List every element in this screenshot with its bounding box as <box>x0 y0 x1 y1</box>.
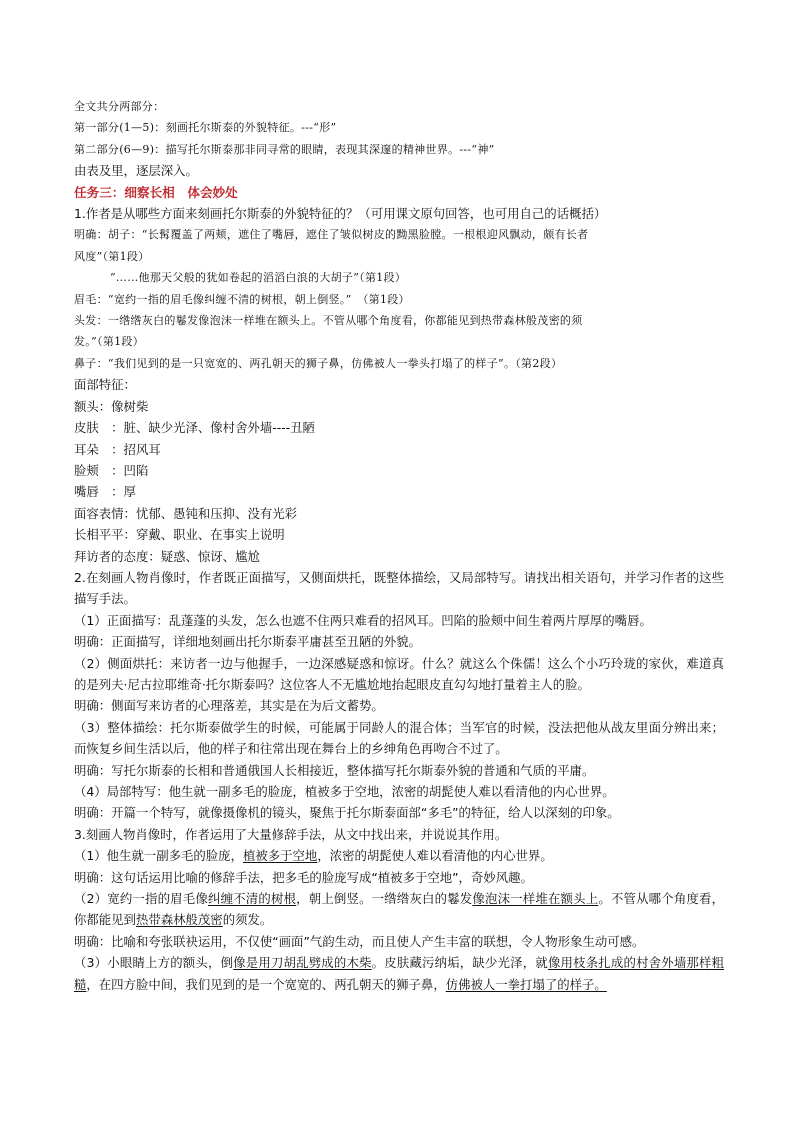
question-3: 3.刻画人物肖像时，作者运用了大量修辞手法，从文中找出来，并说说其作用。 <box>74 826 508 842</box>
answer-line: 明确：正面描写，详细地刻画出托尔斯泰平庸甚至丑陋的外貌。 <box>74 634 421 650</box>
text-line: 拜访者的态度：疑惑、惊讶、尴尬 <box>74 548 260 564</box>
answer-line: 明确：写托尔斯泰的长相和普通俄国人长相接近，整体描写托尔斯泰外貌的普通和气质的平庸。 <box>74 762 595 778</box>
text-span: 的须发。 <box>222 912 273 928</box>
text-line: 全文共分两部分： <box>74 100 165 113</box>
text-line: 第二部分(6—9)：描写托尔斯泰那非同寻常的眼睛，表现其深邃的精神世界。---“神” <box>74 142 495 156</box>
underlined-phrase: 植被多于空地 <box>242 848 318 864</box>
text-line: 皮肤 ：脏、缺少光泽、像村舍外墙----丑陋 <box>74 420 315 436</box>
underlined-phrase: 纠缠不清的树根 <box>208 891 297 907</box>
answer-line: 明确：侧面写来访者的心理落差，其实是在为后文蓄势。 <box>74 698 384 714</box>
text-span: ，朝上倒竖。一绺绺灰白的鬈发 <box>296 891 473 907</box>
answer-line: 明确：比喻和夸张联袂运用，不仅使“画面”气韵生动，而且使人产生丰富的联想，令人物形象生动可感。 <box>74 933 645 949</box>
question-2: 2.在刻画人物肖像时，作者既正面描写，又侧面烘托，既整体描绘，又局部特写。请找出相关语句，并学习作者的这些描写手法。 <box>74 569 724 607</box>
underlined-phrase: 像泡沫一样堆在额头上 <box>472 891 599 907</box>
text-line: 头发：一绺绺灰白的鬈发像泡沫一样堆在额头上。不管从哪个角度看，你都能见到热带森林般茂密的须 <box>74 314 583 328</box>
text-line: 耳朵 ：招风耳 <box>74 441 161 457</box>
text-line <box>74 888 724 931</box>
text-line: 明确：胡子：“长髯覆盖了两颊，遮住了嘴唇，遮住了皱似树皮的黝黑脸膛。一根根迎风飘动，颇有长者 <box>74 228 589 242</box>
text-line: “……他那天父般的犹如卷起的滔滔白浪的大胡子”（第1段） <box>110 271 407 285</box>
text-line: 眉毛：“宽约一指的眉毛像纠缠不清的树根，朝上倒竖。” （第1段） <box>74 292 410 306</box>
text-span: （1）他生就一副多毛的脸庞， <box>74 848 243 864</box>
text-line: （1）正面描写：乱蓬蓬的头发，怎么也遮不住两只难看的招风耳。凹陷的脸颊中间生着两片厚厚的嘴唇。 <box>74 612 652 628</box>
text-line: 第一部分(1—5)：刻画托尔斯泰的外貌特征。---“形” <box>74 121 337 135</box>
underlined-phrase: 仿佛被人一拳打塌了的样子。 <box>445 976 607 992</box>
text-span: （2）宽约一指的眉毛像 <box>74 891 208 907</box>
text-span: ，浓密的胡髭使人难以看清他的内心世界。 <box>317 848 553 864</box>
text-line: 面部特征： <box>74 377 136 393</box>
text-span: （3）小眼睛上方的额头，倒 <box>74 955 234 971</box>
text-line: （2）侧面烘托：来访者一边与他握手，一边深感疑惑和惊讶。什么？就这么个侏儒！这么个小巧玲珑的家伙，难道真的是列夫·尼古拉耶维奇·托尔斯泰吗？这位客人不无尴尬地抬起眼皮直勾勾地打量着主人的脸。 <box>74 655 724 692</box>
text-line: 鼻子：“我们见到的是一只宽宽的、两孔朝天的狮子鼻，仿佛被人一拳头打塌了的样子”。（第2段） <box>74 356 563 370</box>
underlined-phrase: 像是用刀胡乱劈成的木柴 <box>233 955 372 971</box>
text-span: 。不管从哪个角度看，你都能见到 <box>74 891 725 928</box>
text-line: 面容表情：忧郁、愚钝和压抑、没有光彩 <box>74 505 298 521</box>
text-span: ，在四方脸中间，我们见到的是一个宽宽的、两孔朝天的狮子鼻， <box>86 976 446 992</box>
document-page <box>74 96 724 995</box>
text-line <box>74 845 724 866</box>
text-line: 额头：像树柴 <box>74 398 149 414</box>
answer-line: 明确：这句话运用比喻的修辞手法，把多毛的脸庞写成“植被多于空地”，奇妙风趣。 <box>74 869 533 885</box>
text-line: 长相平平：穿戴、职业、在事实上说明 <box>74 527 285 543</box>
text-line: 发。”（第1段） <box>74 335 145 349</box>
answer-line: 明确：开篇一个特写，就像摄像机的镜头，聚焦于托尔斯泰面部“多毛”的特征，给人以深刻的印象。 <box>74 805 620 821</box>
question-1: 1.作者是从哪些方面来刻画托尔斯泰的外貌特征的？（可用课文原句回答，也可用自己的话概括） <box>74 206 607 222</box>
text-line: （4）局部特写：他生就一副多毛的脸庞，植被多于空地，浓密的胡髭使人难以看清他的内心世界。 <box>74 784 615 799</box>
text-line: 由表及里，逐层深入。 <box>74 163 198 179</box>
underlined-phrase: 像用枝条扎成的村舍外墙那样粗糙 <box>74 955 725 992</box>
text-line <box>74 952 724 995</box>
text-line: （3）整体描绘：托尔斯泰做学生的时候，可能属于同龄人的混合体；当军官的时候，没法把他从战友里面分辨出来；而恢复乡间生活以后，他的样子和往常出现在舞台上的乡绅角色再吻合不过了。 <box>74 719 724 757</box>
text-line: 嘴唇 ：厚 <box>74 484 136 500</box>
text-line: 风度”（第1段） <box>74 249 150 263</box>
underlined-phrase: 热带森林般茂密 <box>135 912 223 928</box>
text-span: 。皮肤藏污纳垢，缺少光泽，就 <box>371 955 548 971</box>
text-line: 脸颊 ：凹陷 <box>74 462 149 478</box>
section-heading: 任务三：细察长相 体会妙处 <box>74 184 238 200</box>
